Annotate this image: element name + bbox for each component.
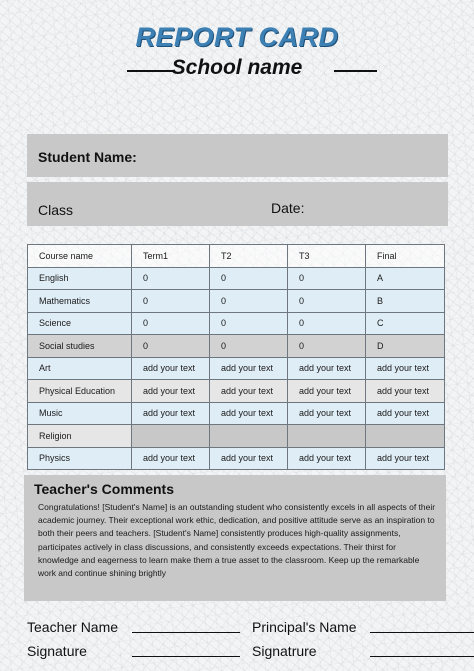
grade-cell[interactable]: add your text xyxy=(288,357,366,380)
grade-cell[interactable]: B xyxy=(366,290,445,313)
student-name-field[interactable] xyxy=(27,134,448,177)
teacher-comments-box xyxy=(24,475,446,601)
course-name: English xyxy=(28,267,132,290)
course-name: Physics xyxy=(28,447,132,470)
grade-cell[interactable]: D xyxy=(366,335,445,358)
header-t3: T3 xyxy=(288,245,366,268)
teacher-signature-label: Signature xyxy=(27,643,87,659)
table-row xyxy=(28,357,445,380)
grade-cell[interactable]: add your text xyxy=(210,380,288,403)
grade-cell[interactable]: 0 xyxy=(288,267,366,290)
grade-cell[interactable]: C xyxy=(366,312,445,335)
grade-cell[interactable]: add your text xyxy=(288,380,366,403)
grade-cell[interactable]: add your text xyxy=(210,357,288,380)
grade-cell[interactable]: 0 xyxy=(132,335,210,358)
grade-cell[interactable]: add your text xyxy=(366,380,445,403)
class-date-field[interactable] xyxy=(27,182,448,226)
table-row xyxy=(28,380,445,403)
grades-table xyxy=(27,244,445,470)
grade-cell[interactable]: 0 xyxy=(210,267,288,290)
grade-cell[interactable]: add your text xyxy=(366,447,445,470)
principal-name-label: Principal's Name xyxy=(252,619,357,635)
grade-cell[interactable]: add your text xyxy=(288,447,366,470)
grade-cell[interactable]: 0 xyxy=(132,290,210,313)
header-t2: T2 xyxy=(210,245,288,268)
grade-cell[interactable]: add your text xyxy=(366,402,445,425)
school-name-row xyxy=(0,56,474,84)
principal-name-line[interactable] xyxy=(370,632,474,633)
course-name: Religion xyxy=(28,425,132,448)
grade-cell[interactable]: 0 xyxy=(210,335,288,358)
teacher-signature-line[interactable] xyxy=(132,656,240,657)
principal-signature-label: Signatrure xyxy=(252,643,317,659)
grade-cell[interactable]: add your text xyxy=(132,357,210,380)
header-final: Final xyxy=(366,245,445,268)
grade-cell[interactable]: add your text xyxy=(210,447,288,470)
teacher-comments-title: Teacher's Comments xyxy=(34,481,175,497)
grade-cell[interactable] xyxy=(288,425,366,448)
grade-cell[interactable] xyxy=(132,425,210,448)
teacher-comments-text[interactable]: Congratulations! [Student's Name] is an outstanding student who consistently excels in all aspects of their academic journey. Their exceptional work ethic, dedication, and positive attitude serve as an inspiration to both their peers and teachers. [Student's Name] consistently produces high-quality assignments, participates actively in class discussions, and consistently exceeds expectations. Their thirst for knowledge and eagerness to learn make them a true asset to the classroom. Keep up the remarkable work and continue shining brightly xyxy=(38,502,436,579)
grade-cell[interactable]: 0 xyxy=(132,267,210,290)
grade-cell[interactable]: 0 xyxy=(210,290,288,313)
grade-cell[interactable] xyxy=(210,425,288,448)
class-label: Class xyxy=(38,202,74,218)
grade-cell[interactable]: add your text xyxy=(288,402,366,425)
table-row xyxy=(28,335,445,358)
course-name: Music xyxy=(28,402,132,425)
grade-cell[interactable]: add your text xyxy=(210,402,288,425)
course-name: Mathematics xyxy=(28,290,132,313)
grade-cell[interactable]: 0 xyxy=(288,335,366,358)
course-name: Art xyxy=(28,357,132,380)
date-label: Date: xyxy=(271,200,305,216)
grade-cell[interactable]: add your text xyxy=(132,380,210,403)
school-name-right-rule xyxy=(334,70,377,72)
student-name-label: Student Name: xyxy=(38,149,137,165)
course-name: Science xyxy=(28,312,132,335)
teacher-name-line[interactable] xyxy=(132,632,240,633)
grade-cell[interactable]: 0 xyxy=(288,290,366,313)
grade-cell[interactable] xyxy=(366,425,445,448)
grade-cell[interactable]: 0 xyxy=(132,312,210,335)
course-name: Physical Education xyxy=(28,380,132,403)
table-row xyxy=(28,402,445,425)
grade-cell[interactable]: add your text xyxy=(132,447,210,470)
table-row xyxy=(28,425,445,448)
grade-cell[interactable]: 0 xyxy=(288,312,366,335)
grade-cell[interactable]: A xyxy=(366,267,445,290)
school-name: School name xyxy=(171,56,303,79)
table-row xyxy=(28,447,445,470)
course-name: Social studies xyxy=(28,335,132,358)
table-row xyxy=(28,290,445,313)
principal-signature-line[interactable] xyxy=(370,656,474,657)
teacher-name-label: Teacher Name xyxy=(27,619,119,635)
grade-cell[interactable]: add your text xyxy=(366,357,445,380)
table-row xyxy=(28,312,445,335)
table-row xyxy=(28,267,445,290)
header-term1: Term1 xyxy=(132,245,210,268)
grade-cell[interactable]: add your text xyxy=(132,402,210,425)
table-header-row xyxy=(28,245,445,268)
report-card-title: REPORT CARD xyxy=(135,22,339,52)
header-course-name: Course name xyxy=(28,245,132,268)
grade-cell[interactable]: 0 xyxy=(210,312,288,335)
